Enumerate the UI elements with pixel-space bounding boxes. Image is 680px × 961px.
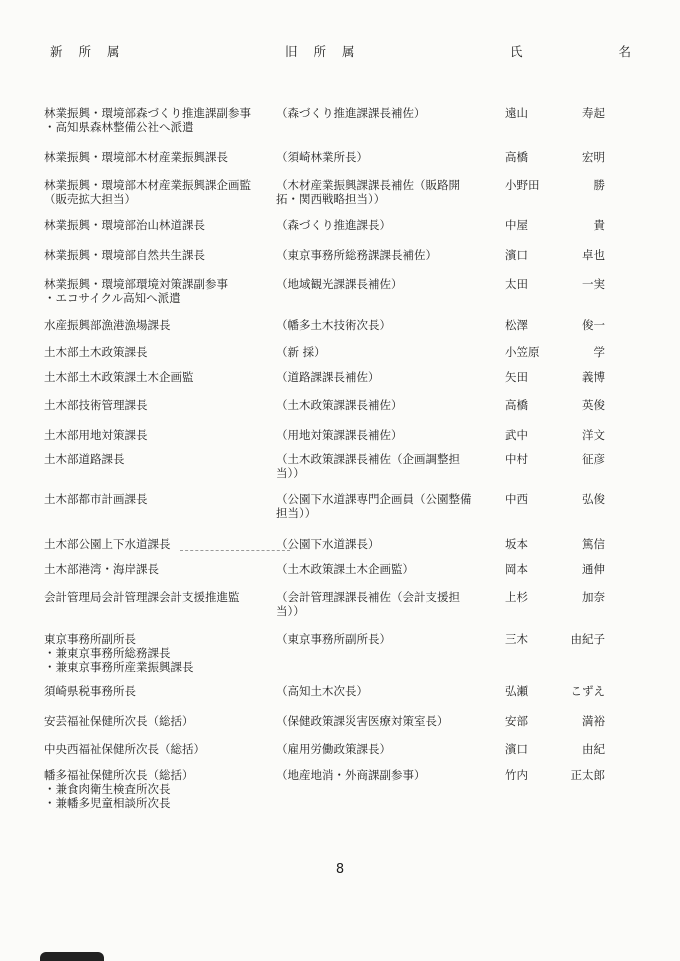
given-name: 寿起 — [582, 106, 605, 120]
old-post: （森づくり推進課長） — [276, 218, 391, 232]
new-post-title: 土木部用地対策課長 — [44, 428, 148, 442]
new-post — [42, 398, 270, 412]
old-post: （須崎林業所長） — [276, 150, 368, 164]
new-post — [42, 768, 270, 810]
new-post-title: 土木部港湾・海岸課長 — [44, 562, 159, 576]
given-name: 正太郎 — [570, 768, 605, 782]
family-name: 岡本 — [505, 562, 528, 576]
person-name — [505, 590, 605, 604]
given-name: 宏明 — [582, 150, 605, 164]
new-post — [42, 345, 270, 359]
new-post-title: 土木部土木政策課土木企画監 — [44, 370, 194, 384]
new-post — [42, 178, 270, 206]
header-name: 氏 名 — [510, 44, 677, 59]
new-post — [42, 150, 270, 164]
given-name: こずえ — [570, 684, 605, 698]
new-post-note: ・エコサイクル高知へ派遣 — [44, 291, 181, 305]
new-post — [42, 742, 270, 756]
new-post-title: 中央西福祉保健所次長（総括） — [44, 742, 205, 756]
person-name — [505, 632, 605, 646]
family-name: 太田 — [505, 277, 528, 291]
new-post — [42, 318, 270, 332]
person-name — [505, 248, 605, 262]
old-post: （木材産業振興課課長補佐（販路開拓・関西戦略担当）） — [276, 178, 460, 206]
given-name: 学 — [593, 345, 605, 359]
new-post — [42, 452, 270, 466]
new-post-title: 土木部技術管理課長 — [44, 398, 148, 412]
new-post — [42, 218, 270, 232]
person-name — [505, 370, 605, 384]
person-name — [505, 178, 605, 192]
family-name: 中村 — [505, 452, 528, 466]
family-name: 安部 — [505, 714, 528, 728]
old-post: （東京事務所総務課課長補佐） — [276, 248, 437, 262]
new-post-note: ・高知県森林整備公社へ派遣 — [44, 120, 194, 134]
new-post-title: 東京事務所副所長 — [44, 632, 136, 646]
new-post-title: 林業振興・環境部治山林道課長 — [44, 218, 205, 232]
family-name: 三木 — [505, 632, 528, 646]
new-post-title: 水産振興部漁港漁場課長 — [44, 318, 171, 332]
person-name — [505, 714, 605, 728]
given-name: 征彦 — [582, 452, 605, 466]
person-name — [505, 537, 605, 551]
family-name: 武中 — [505, 428, 528, 442]
person-name — [505, 768, 605, 782]
new-post-title: 土木部公園上下水道課長 — [44, 537, 171, 551]
person-name — [505, 398, 605, 412]
old-post: （幡多土木技術次長） — [276, 318, 391, 332]
old-post: （土木政策課土木企画監） — [276, 562, 414, 576]
old-post: （保健政策課災害医療対策室長） — [276, 714, 449, 728]
new-post-note: ・兼東京事務所産業振興課長 — [44, 660, 194, 674]
given-name: 満裕 — [582, 714, 605, 728]
person-name — [505, 428, 605, 442]
person-name — [505, 742, 605, 756]
scan-smudge — [40, 952, 104, 961]
family-name: 高橋 — [505, 398, 528, 412]
new-post-title: 安芸福祉保健所次長（総括） — [44, 714, 194, 728]
new-post-title: 林業振興・環境部環境対策課副参事 — [44, 277, 228, 291]
old-post: （会計管理課課長補佐（会計支援担当）） — [276, 590, 460, 618]
family-name: 高橋 — [505, 150, 528, 164]
given-name: 英俊 — [582, 398, 605, 412]
family-name: 矢田 — [505, 370, 528, 384]
person-name — [505, 218, 605, 232]
person-name — [505, 345, 605, 359]
family-name: 濱口 — [505, 742, 528, 756]
family-name: 小野田 — [505, 178, 540, 192]
family-name: 松澤 — [505, 318, 528, 332]
header-old-post: 旧 所 属 — [285, 44, 361, 59]
person-name — [505, 492, 605, 506]
person-name — [505, 106, 605, 120]
new-post-title: 土木部土木政策課長 — [44, 345, 148, 359]
family-name: 竹内 — [505, 768, 528, 782]
given-name: 貴 — [593, 218, 605, 232]
given-name: 由紀 — [582, 742, 605, 756]
old-post: （公園下水道課長） — [276, 537, 380, 551]
old-post: （公園下水道課専門企画員（公園整備担当）） — [276, 492, 472, 520]
new-post-title: 林業振興・環境部木材産業振興課長 — [44, 150, 228, 164]
new-post-title: 幡多福祉保健所次長（総括） — [44, 768, 194, 782]
new-post-note: ・兼東京事務所総務課長 — [44, 646, 171, 660]
new-post — [42, 492, 270, 506]
family-name: 中西 — [505, 492, 528, 506]
old-post: （用地対策課課長補佐） — [276, 428, 403, 442]
given-name: 由紀子 — [570, 632, 605, 646]
new-post — [42, 562, 270, 576]
person-name — [505, 452, 605, 466]
new-post-title: 土木部道路課長 — [44, 452, 125, 466]
old-post: （地域観光課課長補佐） — [276, 277, 403, 291]
old-post: （土木政策課課長補佐） — [276, 398, 403, 412]
new-post-title: 林業振興・環境部自然共生課長 — [44, 248, 205, 262]
new-post — [42, 248, 270, 262]
page-number: 8 — [335, 862, 345, 877]
new-post — [42, 590, 270, 604]
given-name: 通伸 — [582, 562, 605, 576]
old-post: （地産地消・外商課副参事） — [276, 768, 426, 782]
given-name: 洋文 — [582, 428, 605, 442]
new-post-note: （販売拡大担当） — [44, 192, 136, 206]
family-name: 濱口 — [505, 248, 528, 262]
person-name — [505, 562, 605, 576]
family-name: 弘瀬 — [505, 684, 528, 698]
given-name: 卓也 — [582, 248, 605, 262]
old-post: （東京事務所副所長） — [276, 632, 391, 646]
person-name — [505, 150, 605, 164]
new-post — [42, 106, 270, 134]
scan-line — [180, 550, 290, 551]
header-new-post: 新 所 属 — [50, 44, 126, 59]
old-post: （新 採） — [276, 345, 326, 359]
old-post: （高知土木次長） — [276, 684, 368, 698]
given-name: 義博 — [582, 370, 605, 384]
family-name: 上杉 — [505, 590, 528, 604]
new-post — [42, 537, 270, 551]
new-post — [42, 370, 270, 384]
new-post-title: 土木部都市計画課長 — [44, 492, 148, 506]
new-post-title: 須崎県税事務所長 — [44, 684, 136, 698]
new-post-title: 林業振興・環境部森づくり推進課副参事 — [44, 106, 251, 120]
family-name: 遠山 — [505, 106, 528, 120]
person-name — [505, 277, 605, 291]
family-name: 小笠原 — [505, 345, 540, 359]
given-name: 加奈 — [582, 590, 605, 604]
new-post-note: ・兼幡多児童相談所次長 — [44, 796, 171, 810]
given-name: 弘俊 — [582, 492, 605, 506]
family-name: 中屋 — [505, 218, 528, 232]
new-post-note: ・兼食肉衛生検査所次長 — [44, 782, 171, 796]
person-name — [505, 318, 605, 332]
given-name: 篤信 — [582, 537, 605, 551]
new-post — [42, 428, 270, 442]
given-name: 一実 — [582, 277, 605, 291]
old-post: （道路課課長補佐） — [276, 370, 380, 384]
new-post-title: 会計管理局会計管理課会計支援推進監 — [44, 590, 240, 604]
new-post — [42, 277, 270, 305]
old-post: （土木政策課課長補佐（企画調整担当）） — [276, 452, 460, 480]
person-name — [505, 684, 605, 698]
new-post — [42, 632, 270, 674]
family-name: 坂本 — [505, 537, 528, 551]
new-post — [42, 684, 270, 698]
given-name: 勝 — [593, 178, 605, 192]
new-post-title: 林業振興・環境部木材産業振興課企画監 — [44, 178, 251, 192]
old-post: （森づくり推進課課長補佐） — [276, 106, 426, 120]
old-post: （雇用労働政策課長） — [276, 742, 391, 756]
new-post — [42, 714, 270, 728]
given-name: 俊一 — [582, 318, 605, 332]
